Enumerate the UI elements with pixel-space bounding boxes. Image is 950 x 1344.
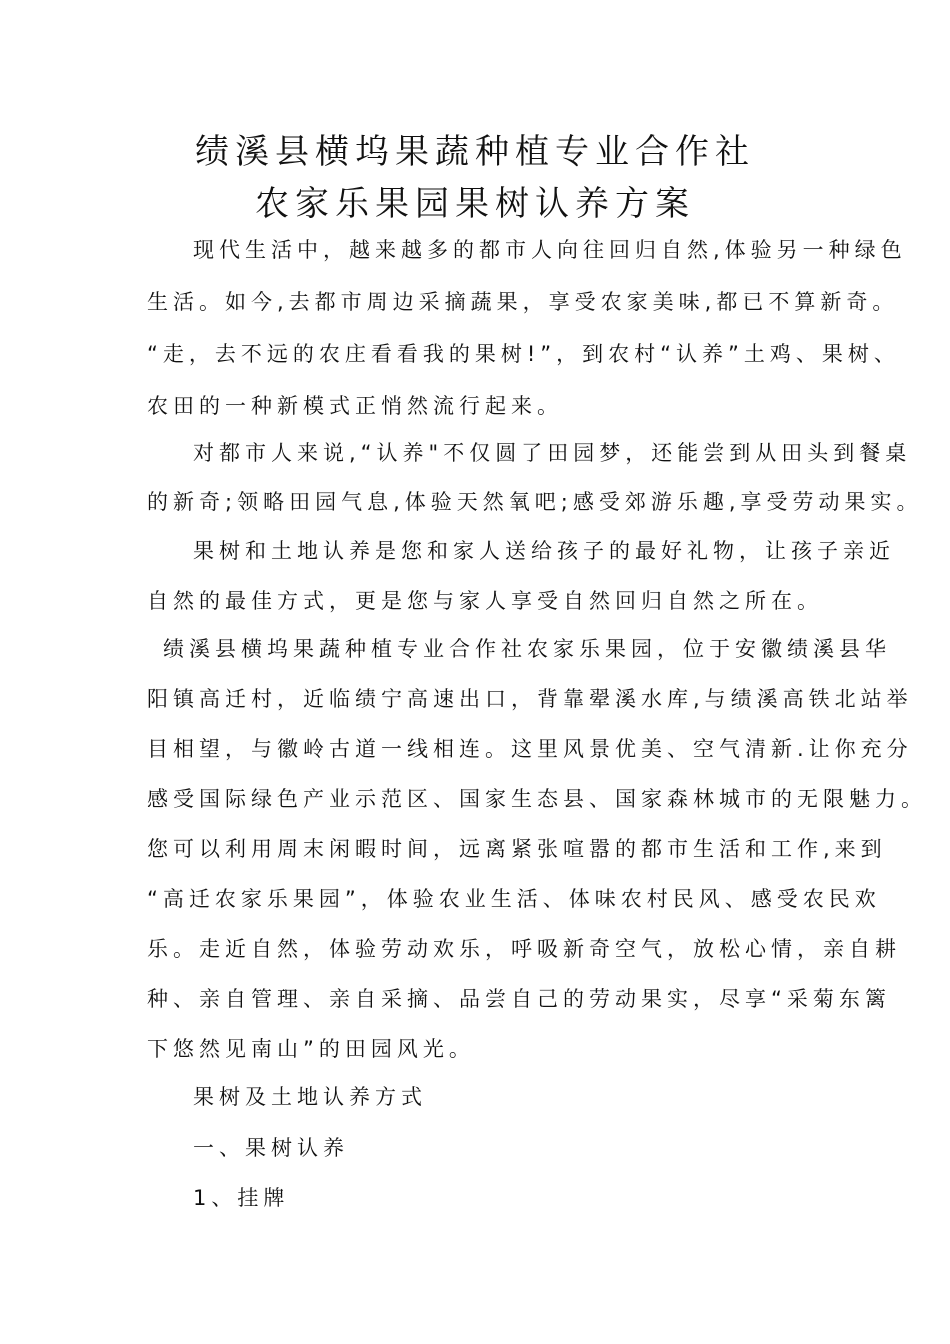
body-text-line: 下悠然见南山”的田园风光。: [147, 1037, 475, 1061]
body-text-line: 目相望，与徽岭古道一线相连。这里风景优美、空气清新.让你充分: [147, 737, 913, 761]
body-text-line: 的新奇;领略田园气息,体验天然氧吧;感受郊游乐趣,享受劳动果实。: [147, 490, 923, 514]
body-text-line: 绩溪县横坞果蔬种植专业合作社农家乐果园，位于安徽绩溪县华: [163, 637, 891, 661]
body-text-line: 乐。走近自然，体验劳动欢乐，呼吸新奇空气，放松心情，亲自耕: [147, 937, 901, 961]
body-text-line: 果树和土地认养是您和家人送给孩子的最好礼物，让孩子亲近: [193, 539, 895, 563]
body-text-line: 种、亲自管理、亲自采摘、品尝自己的劳动果实，尽享“采菊东篱: [147, 987, 891, 1011]
body-text-line: 农田的一种新模式正悄然流行起来。: [147, 394, 563, 418]
body-text-line: 生活。如今,去都市周边采摘蔬果，享受农家美味,都已不算新奇。: [147, 290, 899, 314]
body-text-line: 您可以利用周末闲暇时间，远离紧张喧嚣的都市生活和工作,来到: [147, 837, 887, 861]
section-heading: 果树及土地认养方式: [193, 1085, 427, 1109]
body-text-line: 现代生活中，越来越多的都市人向往回归自然,体验另一种绿色: [193, 238, 907, 262]
document-title-line-2: 农家乐果园果树认养方案: [255, 184, 695, 224]
item-heading: 1、挂牌: [193, 1186, 290, 1210]
subsection-heading: 一、果树认养: [193, 1136, 349, 1160]
body-text-line: 对都市人来说,“认养"不仅圆了田园梦，还能尝到从田头到餐桌: [193, 441, 912, 465]
body-text-line: “高迁农家乐果园”，体验农业生活、体味农村民风、感受农民欢: [147, 887, 881, 911]
body-text-line: 自然的最佳方式，更是您与家人享受自然回归自然之所在。: [147, 589, 823, 613]
body-text-line: “走，去不远的农庄看看我的果树!”，到农村“认养”土鸡、果树、: [147, 342, 900, 366]
body-text-line: 阳镇高迁村，近临绩宁高速出口，背靠翚溪水库,与绩溪高铁北站举: [147, 687, 913, 711]
document-title-line-1: 绩溪县横坞果蔬种植专业合作社: [195, 132, 755, 172]
body-text-line: 感受国际绿色产业示范区、国家生态县、国家森林城市的无限魅力。: [147, 787, 927, 811]
